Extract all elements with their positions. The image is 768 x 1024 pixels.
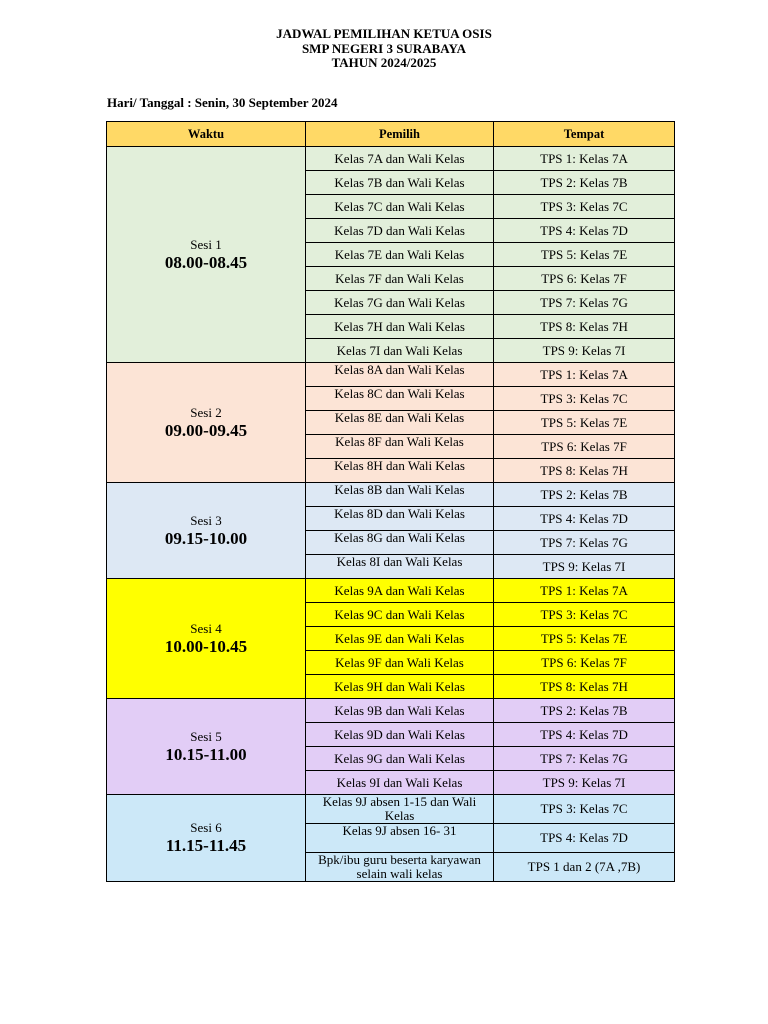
tempat-cell: TPS 3: Kelas 7C — [494, 795, 675, 824]
tempat-cell: TPS 9: Kelas 7I — [494, 555, 675, 579]
session-label: Sesi 6 — [190, 820, 222, 835]
pemilih-cell: Kelas 7I dan Wali Kelas — [306, 339, 494, 363]
tempat-cell: TPS 8: Kelas 7H — [494, 459, 675, 483]
table-row — [107, 699, 675, 723]
date-line: Hari/ Tanggal : Senin, 30 September 2024 — [107, 95, 338, 110]
tempat-cell: TPS 3: Kelas 7C — [494, 387, 675, 411]
tempat-cell: TPS 5: Kelas 7E — [494, 411, 675, 435]
tempat-cell: TPS 1: Kelas 7A — [494, 579, 675, 603]
session-cell — [107, 483, 306, 579]
session-label: Sesi 4 — [190, 620, 222, 636]
pemilih-cell: Kelas 9E dan Wali Kelas — [306, 627, 494, 651]
schedule-table — [106, 121, 675, 882]
pemilih-cell: Kelas 7E dan Wali Kelas — [306, 243, 494, 267]
document-header — [0, 27, 768, 71]
session-cell — [107, 147, 306, 363]
pemilih-cell: Kelas 8A dan Wali Kelas — [306, 363, 494, 387]
pemilih-cell: Kelas 8G dan Wali Kelas — [306, 531, 494, 555]
tempat-cell: TPS 7: Kelas 7G — [494, 531, 675, 555]
tempat-cell: TPS 7: Kelas 7G — [494, 291, 675, 315]
pemilih-cell: Kelas 9D dan Wali Kelas — [306, 723, 494, 747]
session-time: 10.00-10.45 — [164, 636, 248, 656]
school-name: SMP NEGERI 3 SURABAYA — [301, 40, 467, 56]
pemilih-cell: Kelas 8C dan Wali Kelas — [306, 387, 494, 411]
pemilih-cell: Kelas 7D dan Wali Kelas — [306, 219, 494, 243]
table-header-row — [107, 122, 675, 147]
table-row — [107, 483, 675, 507]
pemilih-cell: Kelas 7F dan Wali Kelas — [306, 267, 494, 291]
tempat-cell: TPS 8: Kelas 7H — [494, 315, 675, 339]
tempat-cell: TPS 6: Kelas 7F — [494, 267, 675, 291]
pemilih-cell: Kelas 7C dan Wali Kelas — [306, 195, 494, 219]
table-row — [107, 147, 675, 171]
tempat-cell: TPS 9: Kelas 7I — [494, 771, 675, 795]
column-header-pemilih: Pemilih — [306, 122, 494, 147]
pemilih-cell: Kelas 8I dan Wali Kelas — [306, 555, 494, 579]
pemilih-cell: Kelas 9B dan Wali Kelas — [306, 699, 494, 723]
tempat-cell: TPS 2: Kelas 7B — [494, 699, 675, 723]
session-time: 09.15-10.00 — [164, 528, 248, 548]
pemilih-cell: Kelas 9J absen 16- 31 — [306, 824, 494, 853]
pemilih-cell: Kelas 9G dan Wali Kelas — [306, 747, 494, 771]
tempat-cell: TPS 2: Kelas 7B — [494, 483, 675, 507]
tempat-cell: TPS 5: Kelas 7E — [494, 627, 675, 651]
tempat-cell: TPS 1: Kelas 7A — [494, 147, 675, 171]
session-label: Sesi 3 — [190, 512, 222, 528]
pemilih-cell: Kelas 9A dan Wali Kelas — [306, 579, 494, 603]
pemilih-cell: Kelas 9C dan Wali Kelas — [306, 603, 494, 627]
session-label: Sesi 5 — [190, 728, 222, 744]
session-time: 11.15-11.45 — [165, 836, 247, 855]
session-cell — [107, 579, 306, 699]
session-time: 09.00-09.45 — [164, 420, 248, 440]
pemilih-cell: Kelas 9J absen 1-15 dan Wali Kelas — [306, 795, 494, 824]
tempat-cell: TPS 6: Kelas 7F — [494, 435, 675, 459]
schedule-body — [107, 147, 675, 882]
pemilih-cell: Kelas 7A dan Wali Kelas — [306, 147, 494, 171]
session-time: 10.15-11.00 — [165, 744, 247, 764]
pemilih-cell: Kelas 8F dan Wali Kelas — [306, 435, 494, 459]
tempat-cell: TPS 4: Kelas 7D — [494, 824, 675, 853]
tempat-cell: TPS 4: Kelas 7D — [494, 507, 675, 531]
pemilih-cell: Kelas 8B dan Wali Kelas — [306, 483, 494, 507]
tempat-cell: TPS 2: Kelas 7B — [494, 171, 675, 195]
tempat-cell: TPS 4: Kelas 7D — [494, 723, 675, 747]
pemilih-cell: Kelas 9I dan Wali Kelas — [306, 771, 494, 795]
tempat-cell: TPS 3: Kelas 7C — [494, 603, 675, 627]
pemilih-cell: Bpk/ibu guru beserta karyawan selain wali kelas — [306, 853, 494, 882]
pemilih-cell: Kelas 8E dan Wali Kelas — [306, 411, 494, 435]
session-cell — [107, 363, 306, 483]
pemilih-cell: Kelas 7G dan Wali Kelas — [306, 291, 494, 315]
table-row — [107, 579, 675, 603]
pemilih-cell: Kelas 8D dan Wali Kelas — [306, 507, 494, 531]
tempat-cell: TPS 6: Kelas 7F — [494, 651, 675, 675]
tempat-cell: TPS 9: Kelas 7I — [494, 339, 675, 363]
academic-year: TAHUN 2024/2025 — [331, 55, 437, 70]
tempat-cell: TPS 1 dan 2 (7A ,7B) — [494, 853, 675, 882]
column-header-waktu: Waktu — [107, 122, 306, 147]
tempat-cell: TPS 7: Kelas 7G — [494, 747, 675, 771]
table-row — [107, 795, 675, 824]
pemilih-cell: Kelas 7B dan Wali Kelas — [306, 171, 494, 195]
table-row — [107, 363, 675, 387]
column-header-tempat: Tempat — [494, 122, 675, 147]
tempat-cell: TPS 4: Kelas 7D — [494, 219, 675, 243]
tempat-cell: TPS 1: Kelas 7A — [494, 363, 675, 387]
tempat-cell: TPS 5: Kelas 7E — [494, 243, 675, 267]
pemilih-cell: Kelas 9H dan Wali Kelas — [306, 675, 494, 699]
document-title: JADWAL PEMILIHAN KETUA OSIS — [276, 26, 492, 41]
pemilih-cell: Kelas 9F dan Wali Kelas — [306, 651, 494, 675]
session-time: 08.00-08.45 — [164, 252, 248, 272]
pemilih-cell: Kelas 7H dan Wali Kelas — [306, 315, 494, 339]
session-label: Sesi 1 — [190, 236, 222, 252]
session-label: Sesi 2 — [190, 404, 222, 420]
session-cell — [107, 795, 306, 882]
session-cell — [107, 699, 306, 795]
pemilih-cell: Kelas 8H dan Wali Kelas — [306, 459, 494, 483]
tempat-cell: TPS 8: Kelas 7H — [494, 675, 675, 699]
tempat-cell: TPS 3: Kelas 7C — [494, 195, 675, 219]
